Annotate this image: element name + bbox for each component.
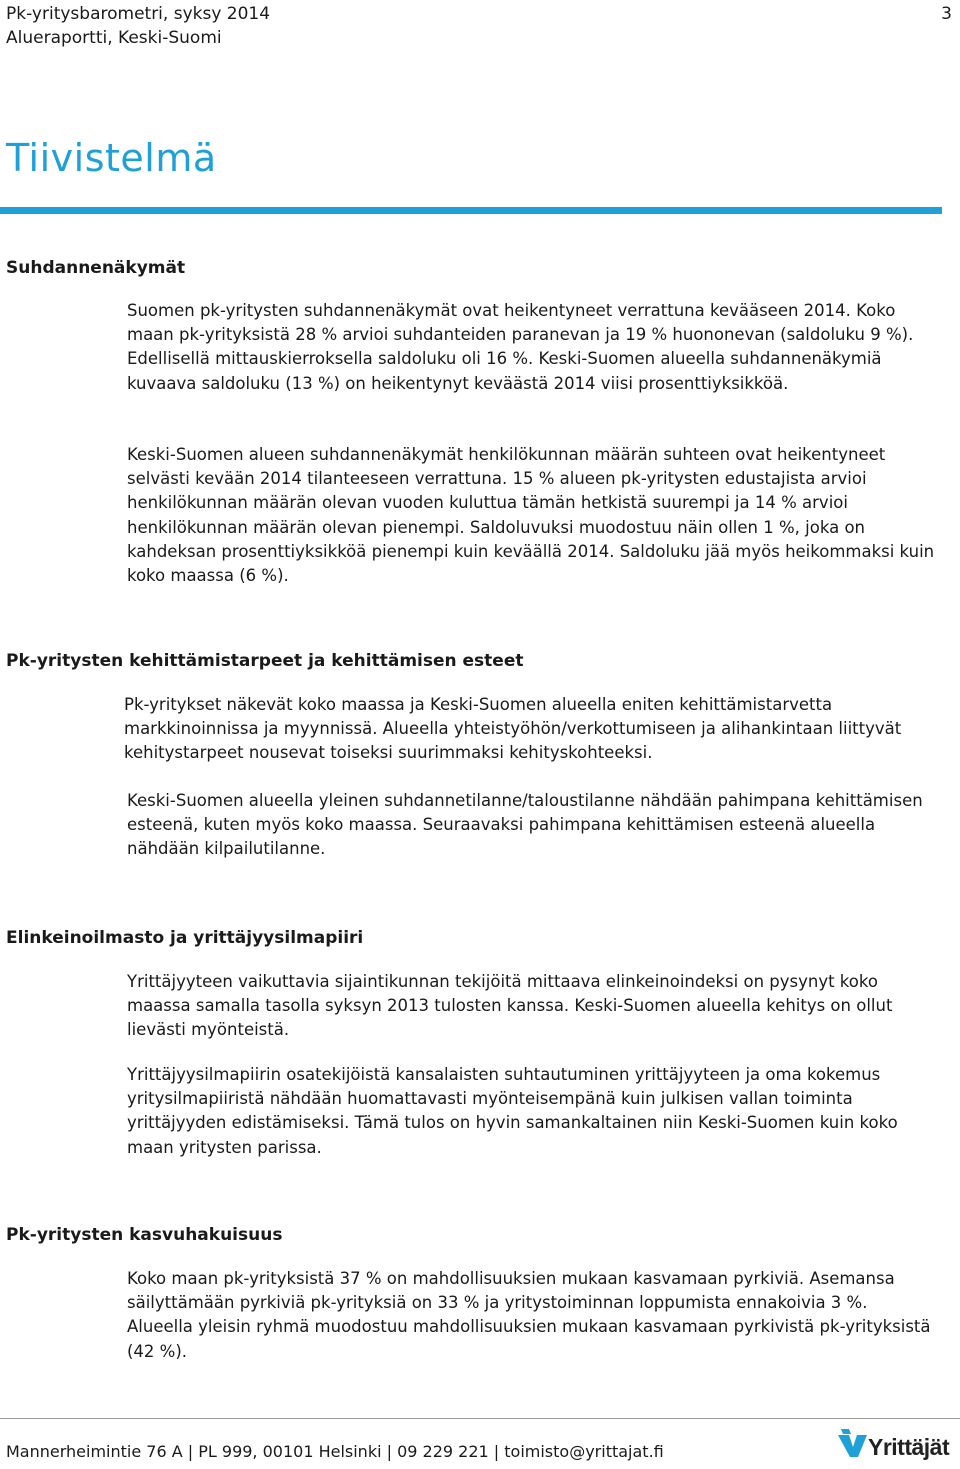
section-paragraph: Keski-Suomen alueen suhdannenäkymät henkilökunnan määrän suhteen ovat heikentyneet selvästi kevään 2014 tilanteeseen verrattuna. 15 % alueen pk-yritysten edustajista arvioi henkilökunnan määrän olevan vuoden kuluttua tämän hetkistä suurempi ja 14 % arvioi henkilökunnan määrän olevan pienempi. Saldoluvuksi muodostuu näin ollen 1 %, joka on kahdeksan prosenttiyksikköä pienempi kuin keväällä 2014. Saldoluku jää myös heikommaksi kuin koko maassa (6 %).	[127, 445, 935, 586]
title-divider	[0, 207, 942, 214]
yrittajat-logo-mark-icon	[838, 1427, 868, 1465]
section-paragraph: Suomen pk-yritysten suhdannenäkymät ovat heikentyneet verrattuna kevääseen 2014. Koko maan pk-yrityksistä 28 % arvioi suhdanteiden paranevan ja 19 % huononevan (saldoluku 9 %). Edellisellä mittauskierroksella saldoluku oli 16 %. Keski-Suomen alueella suhdannenäkymiä kuvaava saldoluku (13 %) on heikentynyt keväästä 2014 viisi prosenttiyksikköä.	[127, 301, 914, 393]
footer-divider	[0, 1418, 960, 1419]
section-heading-kasvuhakuisuus: Pk-yritysten kasvuhakuisuus	[6, 1225, 283, 1245]
footer-contact: Mannerheimintie 76 A | PL 999, 00101 Helsinki | 09 229 221 | toimisto@yrittajat.fi	[6, 1442, 664, 1461]
section-paragraph: Keski-Suomen alueella yleinen suhdannetilanne/taloustilanne nähdään pahimpana kehittämisen esteenä, kuten myös koko maassa. Seuraavaksi pahimpana kehittämisen esteenä alueella nähdään kilpailutilanne.	[127, 791, 923, 859]
header-report-subtitle: Alueraportti, Keski-Suomi	[6, 28, 222, 48]
section-paragraph: Yrittäjyyteen vaikuttavia sijaintikunnan tekijöitä mittaava elinkeinoindeksi on pysynyt koko maassa samalla tasolla syksyn 2013 tulosten kanssa. Keski-Suomen alueella kehitys on ollut lievästi myönteistä.	[127, 972, 893, 1040]
section-paragraph: Yrittäjyysilmapiirin osatekijöistä kansalaisten suhtautuminen yrittäjyyteen ja oma kokemus yritysilmapiiristä nähdään huomattavasti myönteisempänä kuin julkisen vallan toiminta yrittäjyyden edistämiseksi. Tämä tulos on hyvin samankaltainen niin Keski-Suomen kuin koko maan yritysten parissa.	[127, 1065, 898, 1157]
yrittajat-logo	[838, 1427, 958, 1465]
logo-wordmark: Yrittäjät	[868, 1434, 950, 1460]
section-paragraph: Koko maan pk-yrityksistä 37 % on mahdollisuuksien mukaan kasvamaan pyrkiviä. Asemansa säilyttämään pyrkiviä pk-yrityksiä on 33 % ja yritystoiminnan loppumista ennakoivia 3 %. Alueella yleisin ryhmä muodostuu mahdollisuuksien mukaan kasvamaan pyrkivistä pk-yrityksistä (42 %).	[127, 1269, 931, 1361]
page-number: 3	[941, 4, 952, 24]
header-text	[6, 2, 270, 50]
section-heading-suhdannenakymat: Suhdannenäkymät	[6, 258, 186, 278]
header-report-title: Pk-yritysbarometri, syksy 2014	[6, 4, 271, 24]
section-heading-kehittamistarpeet: Pk-yritysten kehittämistarpeet ja kehittämisen esteet	[6, 651, 524, 671]
page-title: Tiivistelmä	[6, 136, 217, 180]
section-heading-elinkeinoilmasto: Elinkeinoilmasto ja yrittäjyysilmapiiri	[6, 928, 364, 948]
section-paragraph: Pk-yritykset näkevät koko maassa ja Keski-Suomen alueella eniten kehittämistarvetta markkinoinnissa ja myynnissä. Alueella yhteistyöhön/verkottumiseen ja alihankintaan liittyvät kehitystarpeet nousevat toiseksi suurimmaksi kehityskohteeksi.	[124, 695, 902, 763]
